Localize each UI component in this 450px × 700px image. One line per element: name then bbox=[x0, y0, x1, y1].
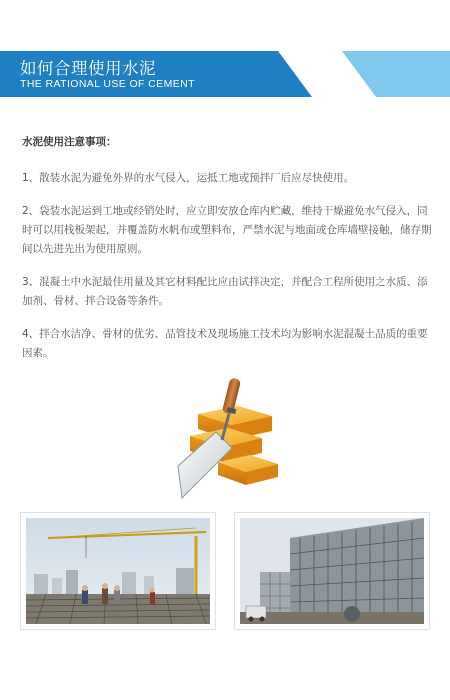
building-construction-photo bbox=[234, 512, 430, 630]
note-item-3: 3、混凝土中水泥最佳用量及其它材料配比应由试拌决定，并配合工程所使用之水质、添加剂、骨材、拌合设备等条件。 bbox=[22, 276, 428, 307]
building-scaffolding-photo bbox=[240, 518, 424, 624]
trowel-and-bricks-icon bbox=[170, 370, 285, 500]
note-item-1: 1、散装水泥为避免外界的水气侵入，运抵工地或预拌厂后应尽快使用。 bbox=[22, 172, 355, 184]
notes-section bbox=[22, 134, 432, 377]
construction-site-crane-photo bbox=[26, 518, 210, 624]
page-title: 如何合理使用水泥 bbox=[20, 59, 156, 78]
notes-heading: 水泥使用注意事项： bbox=[22, 136, 117, 148]
page-subtitle: THE RATIONAL USE OF CEMENT bbox=[20, 78, 195, 90]
construction-site-photo bbox=[20, 512, 216, 630]
note-item-4: 4、拌合水洁净、骨材的优劣、品管技术及现场施工技术均为影响水泥混凝土品质的重要因素。 bbox=[22, 328, 428, 359]
note-item-2: 2、袋装水泥运到工地或经销处时，应立即安放仓库内贮藏，维持干燥避免水气侵入，同时可以用栈板架起，并覆盖防水帆布或塑料布，严禁水泥与地面或仓库墙壁接触，储存期间以先进先出为使用原则。 bbox=[22, 205, 432, 255]
